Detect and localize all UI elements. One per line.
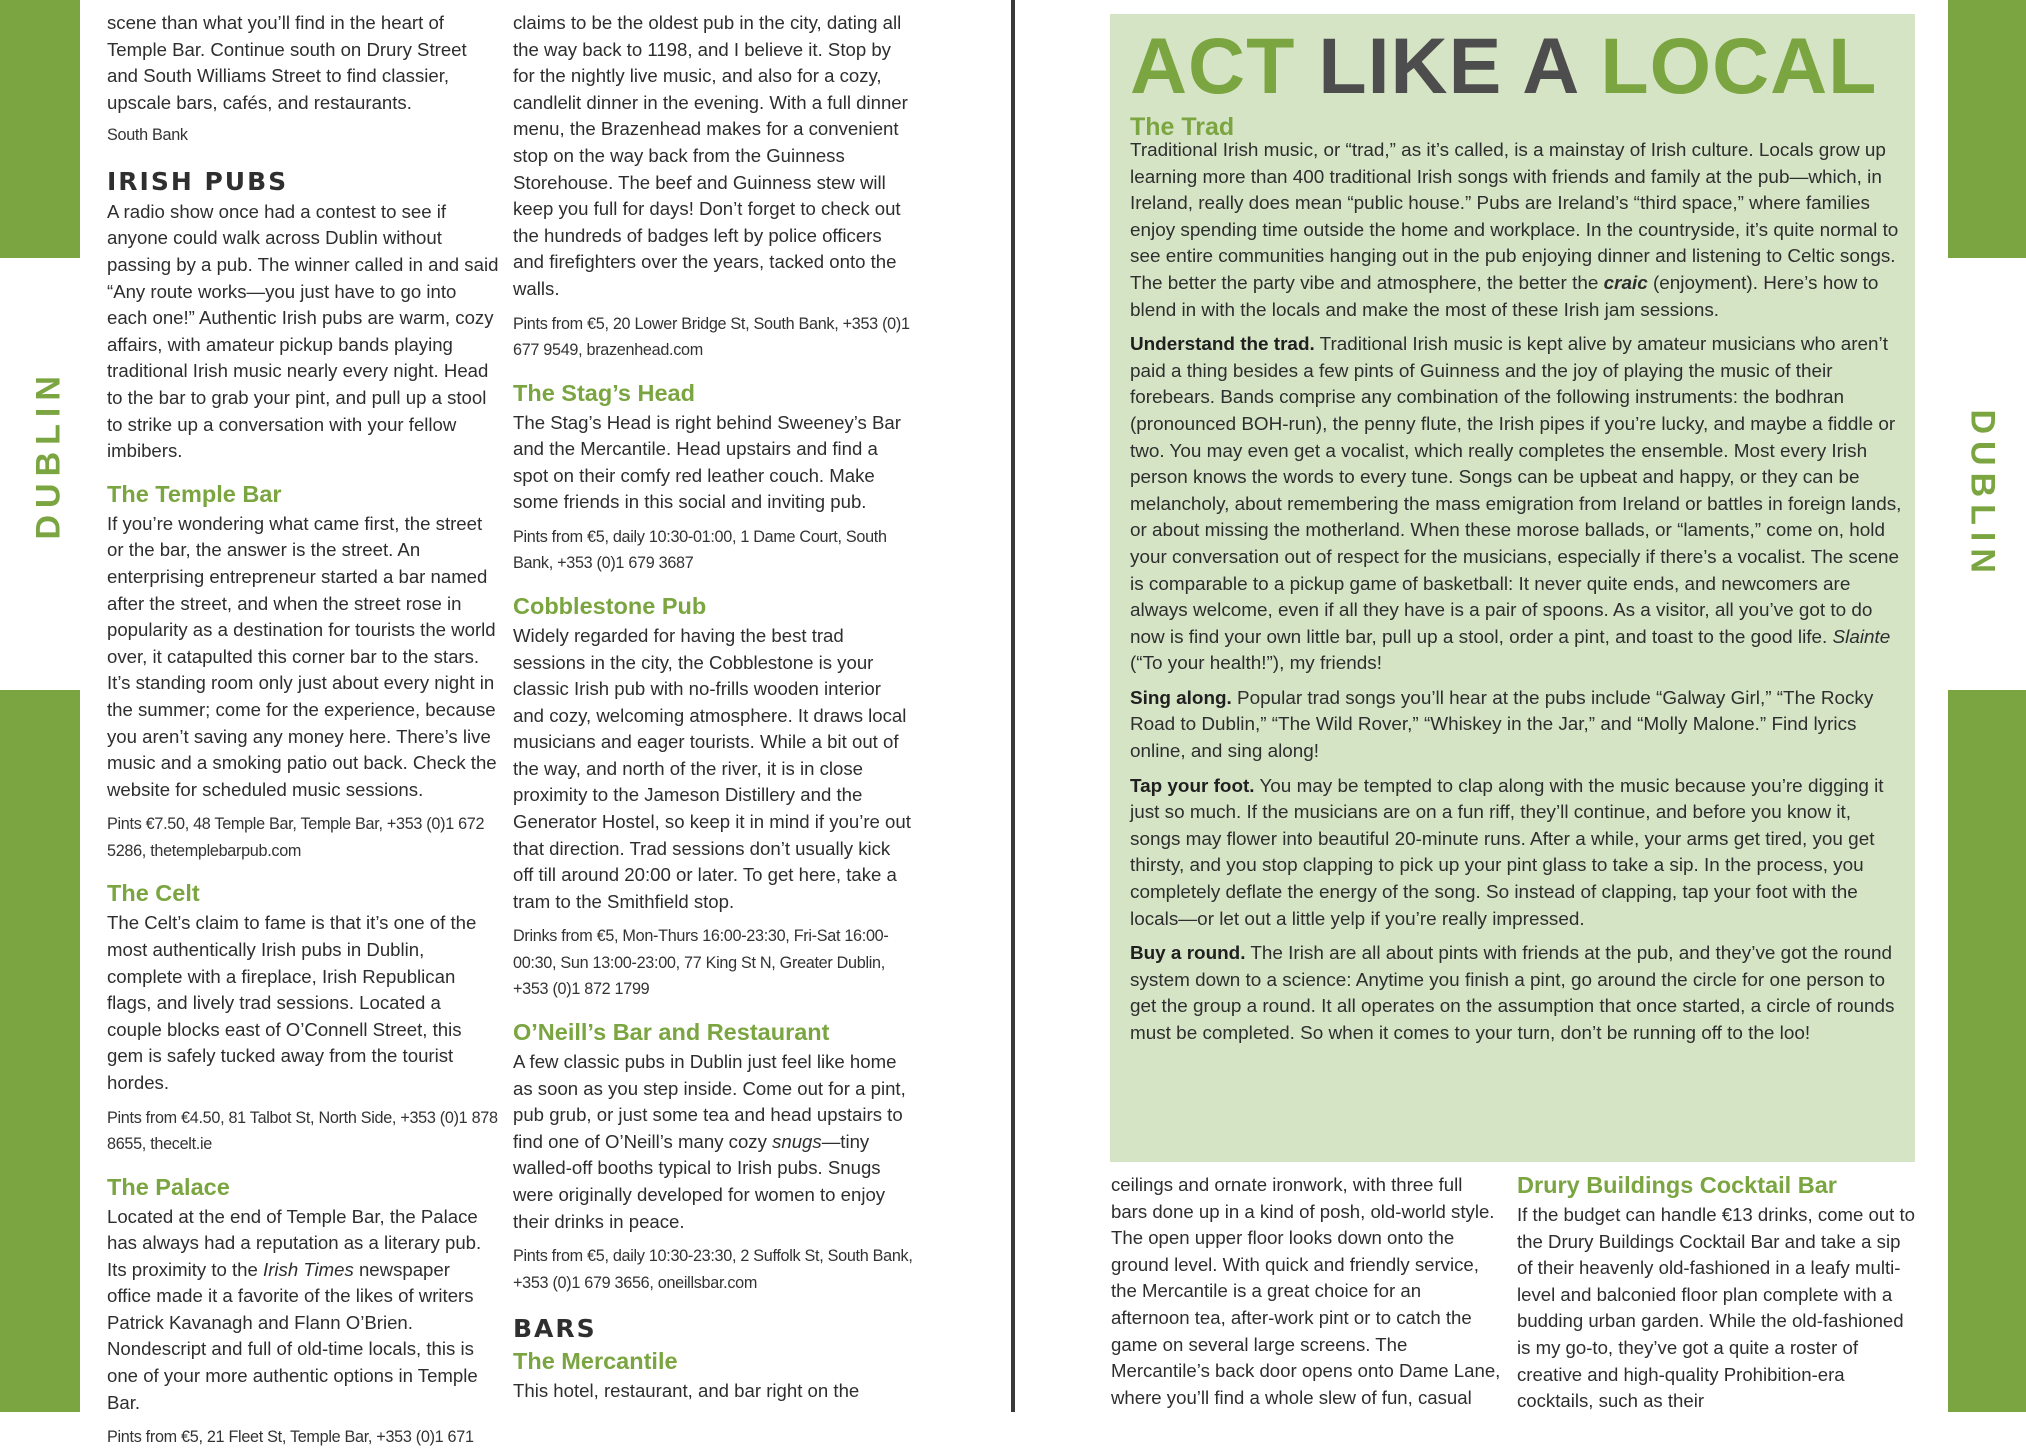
section-heading-bars: BARS [513,1314,597,1344]
oneills-body-part-1: A few classic pubs in Dublin just feel like home as soon as you step inside. Come out for a pint, pub grub, or just some tea and head upstairs to find one of O’Neill’s many cozy [513,1050,906,1152]
column-1 [107,10,499,1447]
left-edge-tab-top [0,0,80,258]
cobblestone-info: Drinks from €5, Mon-Thurs 16:00-23:30, Fri-Sat 16:00-00:30, Sun 13:00-23:00, 77 King St N, Greater Dublin, +353 (0)1 872 1799 [513,927,889,999]
tip-tap-your-foot [1130,774,1906,934]
column-3 [1111,1172,1503,1412]
tip-sing-body: Popular trad songs you’ll hear at the pubs include “Galway Girl,” “The Rocky Road to Dublin,” “The Wild Rover,” “Whiskey in the Jar,” and “Molly Malone.” Find lyrics online, and sing along! [1130,687,1874,763]
oneills-body [513,1049,913,1235]
entry-title-cobblestone: Cobblestone Pub [513,592,707,619]
oneills-body-part-2: —tiny walled-off booths typical to Irish pubs. Snugs were originally developed for women to enjoy their drinks in peace. [513,1130,886,1232]
tip-understand-lead: Understand the trad. [1130,334,1315,356]
tip-understand-italic: Slainte [1832,626,1891,648]
entry-title-drury-buildings: Drury Buildings Cocktail Bar [1517,1172,1837,1198]
tip-sing-along [1130,686,1906,766]
the-palace-body [107,1204,499,1417]
irish-pubs-body: A radio show once had a contest to see if anyone could walk across Dublin without passing by a pub. The winner called in and said “Any route works—you just have to go into each one!” Authentic Irish pubs are warm, cozy affairs, with amateur pickup bands playing traditional Irish music nearly every night. Head to the bar to grab your pint, and pull up a stool to strike up a conversation with your fellow imbibers. [107,200,499,462]
left-side-label: DUBLIN [29,369,68,540]
entry-title-oneills: O’Neill’s Bar and Restaurant [513,1018,830,1045]
intro-location: South Bank [107,126,188,145]
tip-tap-body: You may be tempted to clap along with the music because you’re digging it just so much. If the musicians are on a fun riff, they’ll continue, and before you know it, songs may flower into beautiful 20-minute runs. After a while, your arms get tired, you get thirsty, and you stop clapping to pick up your pint glass to take a sip. In the process, you completely deflate the energy of the song. So instead of clapping, tap your foot with the locals—or let out a little yelp if you’re really impressed. [1130,775,1884,930]
brazenhead-body: claims to be the oldest pub in the city, dating all the way back to 1198, and I believe it. Stop by for the nightly live music, and also for a cozy, candlelit dinner in the evening. With a full dinner menu, the Brazenhead makes for a convenient stop on the way back from the Guinness Storehouse. The beef and Guinness stew will keep you full for days! Don’t forget to check out the hundreds of badges left by police officers and firefighters over the years, tacked onto the walls. [513,12,908,299]
temple-bar-info: Pints €7.50, 48 Temple Bar, Temple Bar, +353 (0)1 672 5286, thetemplebarpub.com [107,815,485,860]
box-title-like-a: LIKE A [1318,21,1578,110]
mercantile-body-continued: ceilings and ornate ironwork, with three full bars done up in a kind of posh, old-world style. The open upper floor looks down onto the ground level. With quick and friendly service, the Mercantile is a great choice for an afternoon tea, after-work pint or to catch the game on several large screens. The Mercantile’s back door opens onto Dame Lane, where you’ll find a whole slew of fun, casual [1111,1174,1501,1408]
box-subtitle: The Trad [1130,113,1235,141]
palace-body-part-2: newspaper office made it a favorite of the likes of writers Patrick Kavanagh and Flann O’Brien. Nondescript and full of old-time locals, this is one of your more authentic options in Temple Bar. [107,1258,478,1413]
palace-body-part-1: Located at the end of Temple Bar, the Palace has always had a reputation as a literary pub. Its proximity to the [107,1205,482,1280]
section-heading-irish-pubs: IRISH PUBS [107,166,289,196]
box-title [1130,20,1877,112]
tip-understand-body-2: (“To your health!”), my friends! [1130,653,1382,675]
right-side-label: DUBLIN [1963,409,2002,580]
box-text [1130,138,1906,1056]
tip-buy-body: The Irish are all about pints with friends at the pub, and they’ve got the round system down to a science: Anytime you finish a pint, go around the circle for one person to get the group a round. It all operates on the assumption that once started, a circle of rounds must be completed. So when it comes to your turn, don’t be running off to the loo! [1130,943,1895,1044]
the-celt-info: Pints from €4.50, 81 Talbot St, North Side, +353 (0)1 878 8655, thecelt.ie [107,1108,498,1153]
tip-tap-lead: Tap your foot. [1130,775,1255,797]
page-gutter [1011,0,1015,1412]
tip-buy-a-round [1130,941,1906,1047]
column-4 [1517,1162,1917,1412]
entry-title-stags-head: The Stag’s Head [513,379,695,406]
tip-buy-lead: Buy a round. [1130,943,1246,965]
stags-head-body: The Stag’s Head is right behind Sweeney’s Bar and the Mercantile. Head upstairs and find a spot on their comfy red leather couch. Make some friends in this social and inviting pub. [513,411,901,513]
stags-head-info: Pints from €5, daily 10:30-01:00, 1 Dame Court, South Bank, +353 (0)1 679 3687 [513,527,887,573]
left-edge-tab-bottom [0,690,80,1412]
entry-title-mercantile: The Mercantile [513,1348,678,1375]
tip-sing-lead: Sing along. [1130,687,1232,709]
intro-paragraph: scene than what you’ll find in the heart of Temple Bar. Continue south on Drury Street and South Williams Street to find classier, upscale bars, cafés, and restaurants. [107,12,467,113]
tip-understand-body-1: Traditional Irish music is kept alive by amateur musicians who aren’t paid a thing besides a few pints of Guinness and the joy of playing the music of their forebears. Bands comprise any combination of the following instruments: the bodhran (pronounced BOH-run), the penny flute, the Irish pipes if you’re lucky, and maybe a fiddle or two. You may even get a vocalist, which really completes the ensemble. Most every Irish person knows the words to every tune. Songs can be upbeat and happy, or they can be melancholy, about remembering the mass emigration from Ireland or battles in foreign lands, or about missing the motherland. When these morose ballads, or “laments,” come on, hold your conversation out of respect for the musicians, especially if there’s a vocalist. The scene is comparable to a pickup game of basketball: It never quite ends, and newcomers are always welcome, even if all they have is a pair of spoons. As a visitor, all you’ve got to do now is find your own little bar, pull up a stool, order a pint, and toast to the good life. [1130,334,1902,648]
oneills-info: Pints from €5, daily 10:30-23:30, 2 Suffolk St, South Bank, +353 (0)1 679 3656, oneillsbar.com [513,1247,913,1292]
drury-buildings-body: If the budget can handle €13 drinks, come out to the Drury Buildings Cocktail Bar and take a sip of their heavenly old-fashioned in a leafy multi-level and balconied floor plan complete with a budding urban garden. While the old-fashioned is my go-to, they’ve got a quite a roster of creative and high-quality Prohibition-era cocktails, such as their [1517,1204,1915,1412]
tip-understand-the-trad [1130,332,1906,678]
box-title-local: LOCAL [1600,21,1878,110]
box-intro-italic: craic [1603,272,1648,294]
mercantile-body-start: This hotel, restaurant, and bar right on the [513,1380,860,1402]
palace-body-italic: Irish Times [263,1258,354,1280]
entry-title-the-celt: The Celt [107,880,200,907]
the-celt-body: The Celt’s claim to fame is that it’s one of the most authentically Irish pubs in Dublin, complete with a fireplace, Irish Republican flags, and lively trad sessions. Located a couple blocks east of O’Connell Street, this gem is safely tucked away from the tourist hordes. [107,912,477,1093]
box-intro [1130,138,1906,324]
entry-title-the-palace: The Palace [107,1173,230,1200]
box-title-act: ACT [1130,21,1296,110]
brazenhead-info: Pints from €5, 20 Lower Bridge St, South Bank, +353 (0)1 677 9549, brazenhead.com [513,314,910,360]
column-2 [513,10,913,1412]
oneills-body-italic: snugs [772,1130,822,1152]
the-palace-info: Pints from €5, 21 Fleet St, Temple Bar, +353 (0)1 671 [107,1428,474,1447]
act-like-a-local-box [1110,14,1915,1162]
right-edge-tab-bottom [1948,690,2026,1412]
right-edge-tab-top [1948,0,2026,258]
cobblestone-body: Widely regarded for having the best trad sessions in the city, the Cobblestone is your classic Irish pub with no-frills wooden interior and cozy, welcoming atmosphere. It draws local musicians and eager tourists. While a bit out of the way, and north of the river, it is in close proximity to the Jameson Distillery and the Generator Hostel, so keep it in mind if you’re out that direction. Trad sessions don’t usually kick off till around 20:00 or later. To get here, take a tram to the Smithfield stop. [513,624,911,912]
box-intro-part-2: (enjoyment). Here’s how to blend in with the locals and make the most of these Irish jam sessions. [1130,272,1879,321]
box-intro-part-1: Traditional Irish music, or “trad,” as it’s called, is a mainstay of Irish culture. Locals grow up learning more than 400 traditional Irish songs with friends and family at the pub—which, in Ireland, really does mean “public house.” Pubs are Ireland’s “third space,” where families enjoy spending time outside the home and workplace. In the countryside, it’s quite normal to see entire communities hanging out in the pub enjoying dinner and listening to Celtic songs. The better the party vibe and atmosphere, the better the [1130,140,1899,294]
temple-bar-body: If you’re wondering what came first, the street or the bar, the answer is the street. An enterprising entrepreneur started a bar named after the street, and when the street rose in popularity as a destination for tourists the world over, it catapulted this corner bar to the stars. It’s standing room only just about every night in the summer; come for the experience, because you aren’t saving any money here. There’s live music and a smoking patio out back. Check the website for scheduled music sessions. [107,512,497,800]
entry-title-temple-bar: The Temple Bar [107,480,282,507]
